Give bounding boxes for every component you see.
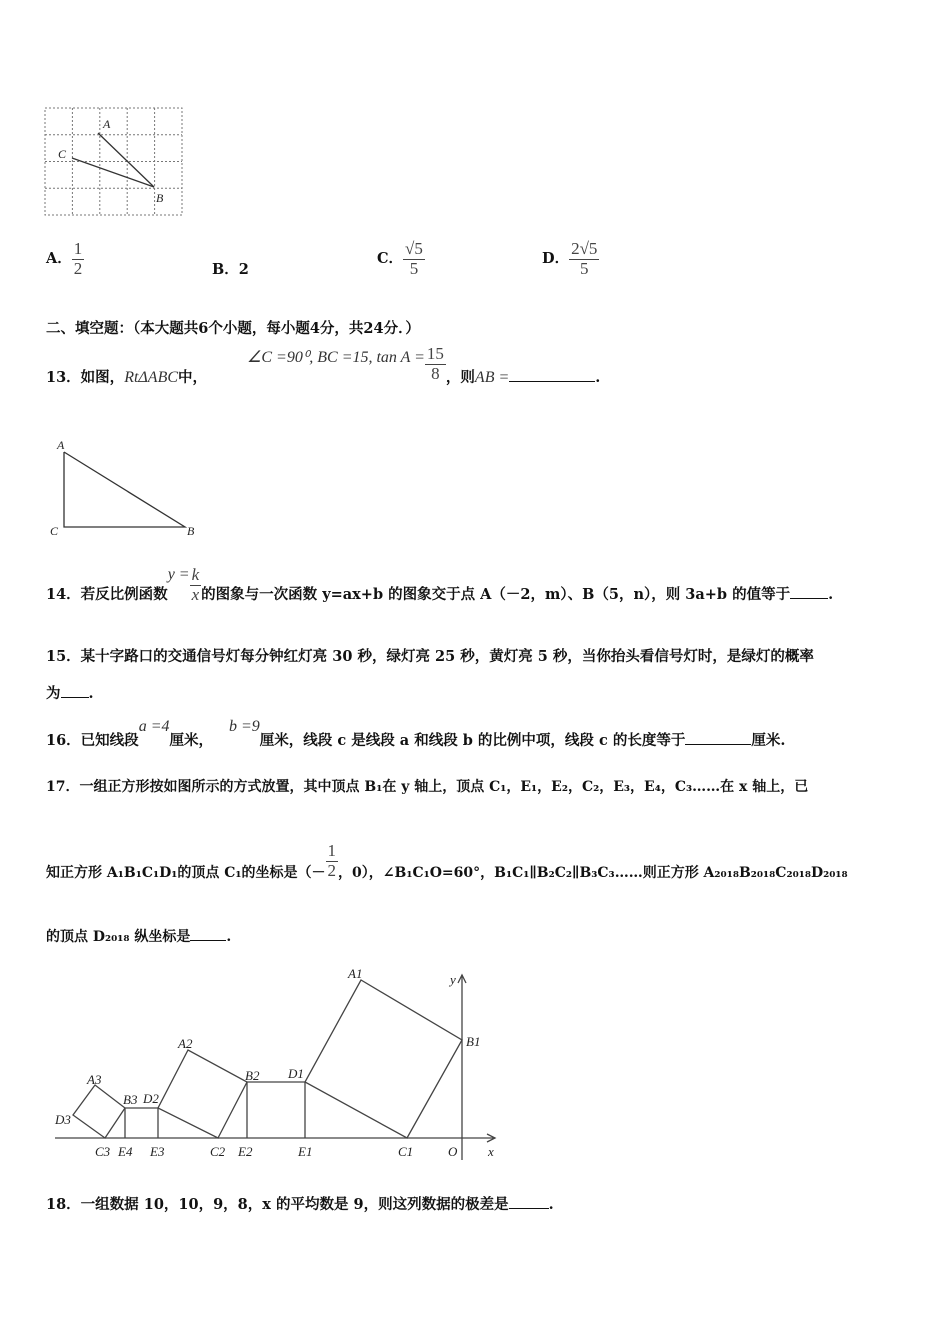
question-14: 14．若反比例函数y = $\frac{k}{x}$ 的图象与一次函数 y=ax+b 的图象交于点 A（－2，m）、B（5，n），则 3a+b 的值等于 . [46, 565, 834, 604]
svg-text:D3: D3 [55, 1112, 71, 1127]
option-b[interactable] [212, 263, 249, 278]
square-2 [158, 1050, 247, 1138]
q13-triangle-figure [45, 435, 205, 545]
option-d-fraction: $\frac{2√5}{5}$ [571, 239, 598, 278]
q17-squares-figure [0, 960, 520, 1170]
svg-text:x: x [488, 1144, 494, 1159]
svg-text:y: y [450, 972, 456, 987]
label-a: A [103, 117, 111, 131]
question-17-line2: 知正方形 A₁B₁C₁D₁的顶点 C₁的坐标是（－ $\frac{1}{2}$ ，0），∠B₁C₁O=60°，B₁C₁∥B₂C₂∥B₃C₃……则正方形 A₂₀₁₈B₂₀₁₈C₂₀₁₈D₂₀₁₈ [46, 841, 848, 882]
option-c-label: C． [377, 249, 404, 267]
label-c: C [50, 524, 59, 538]
question-13: 13．如图，RtΔABC中，∠C =90⁰, BC =15, tan A = $\frac{15}{8}$ ，则AB = . [46, 344, 601, 387]
q18-answer-blank[interactable] [509, 1208, 549, 1209]
label-a: A [57, 438, 65, 452]
label-b: B [156, 191, 164, 205]
svg-text:A3: A3 [87, 1072, 102, 1087]
option-a[interactable] [46, 240, 84, 278]
question-16: 16．已知线段a =4厘米，b =9厘米，线段 c 是线段 a 和线段 b 的比例中项，线段 c 的长度等于 厘米. [46, 718, 786, 749]
svg-text:B1: B1 [466, 1034, 481, 1049]
segment-cb [72, 158, 154, 187]
svg-text:C2: C2 [210, 1144, 226, 1159]
q13-tan-fraction: $\frac{15}{8}$ [426, 344, 444, 383]
q16-answer-blank[interactable] [685, 744, 751, 745]
svg-text:C1: C1 [398, 1144, 414, 1159]
option-a-fraction: $\frac{1}{2}$ [73, 239, 83, 278]
label-b: B [187, 524, 195, 538]
svg-text:D2: D2 [143, 1091, 159, 1106]
q17-answer-blank[interactable] [190, 940, 226, 941]
question-17-line1: 17．一组正方形按如图所示的方式放置，其中顶点 B₁在 y 轴上，顶点 C₁，E₁，E₂，C₂，E₃，E₄，C₃……在 x 轴上，已 [46, 779, 809, 795]
option-d-label: D． [542, 249, 570, 267]
q14-answer-blank[interactable] [790, 598, 828, 599]
segment-ab [98, 133, 154, 187]
svg-text:E4: E4 [118, 1144, 133, 1159]
svg-text:B3: B3 [123, 1092, 138, 1107]
svg-text:E3: E3 [150, 1144, 165, 1159]
question-17-line3: 的顶点 D₂₀₁₈ 纵坐标是 . [46, 929, 232, 945]
label-c: C [58, 147, 67, 161]
svg-text:D1: D1 [288, 1066, 304, 1081]
svg-text:A1: A1 [348, 966, 363, 981]
rect-b2d1e1e2 [247, 1082, 305, 1138]
svg-text:E1: E1 [298, 1144, 313, 1159]
q13-condition: ∠C =90⁰, BC =15, tan A = [247, 349, 425, 367]
svg-text:B2: B2 [245, 1068, 260, 1083]
svg-text:O: O [448, 1144, 458, 1159]
rect-b3d2e3e4 [125, 1108, 158, 1138]
section-2-heading: 二、填空题：（本大题共6个小题，每小题4分，共24分．） [46, 320, 420, 337]
option-b-value: 2 [238, 261, 249, 278]
q12-grid-figure [40, 100, 200, 220]
question-15-line2: 为 . [46, 685, 94, 702]
question-18: 18．一组数据 10，10，9，8，x 的平均数是 9，则这列数据的极差是 . [46, 1196, 554, 1213]
square-3 [73, 1085, 125, 1138]
square-1 [305, 980, 462, 1138]
option-c-fraction: $\frac{√5}{5}$ [405, 239, 423, 278]
q15-answer-blank[interactable] [61, 697, 89, 698]
option-c[interactable] [377, 240, 425, 278]
q13-answer-blank[interactable] [509, 381, 595, 382]
svg-text:E2: E2 [238, 1144, 253, 1159]
option-a-label: A． [46, 249, 72, 267]
option-d[interactable] [542, 240, 599, 278]
option-b-label: B． [212, 261, 239, 278]
svg-text:A2: A2 [178, 1036, 193, 1051]
question-15-line1: 15．某十字路口的交通信号灯每分钟红灯亮 30 秒，绿灯亮 25 秒，黄灯亮 5 秒，当你抬头看信号灯时，是绿灯的概率 [46, 648, 814, 665]
svg-text:C3: C3 [95, 1144, 111, 1159]
